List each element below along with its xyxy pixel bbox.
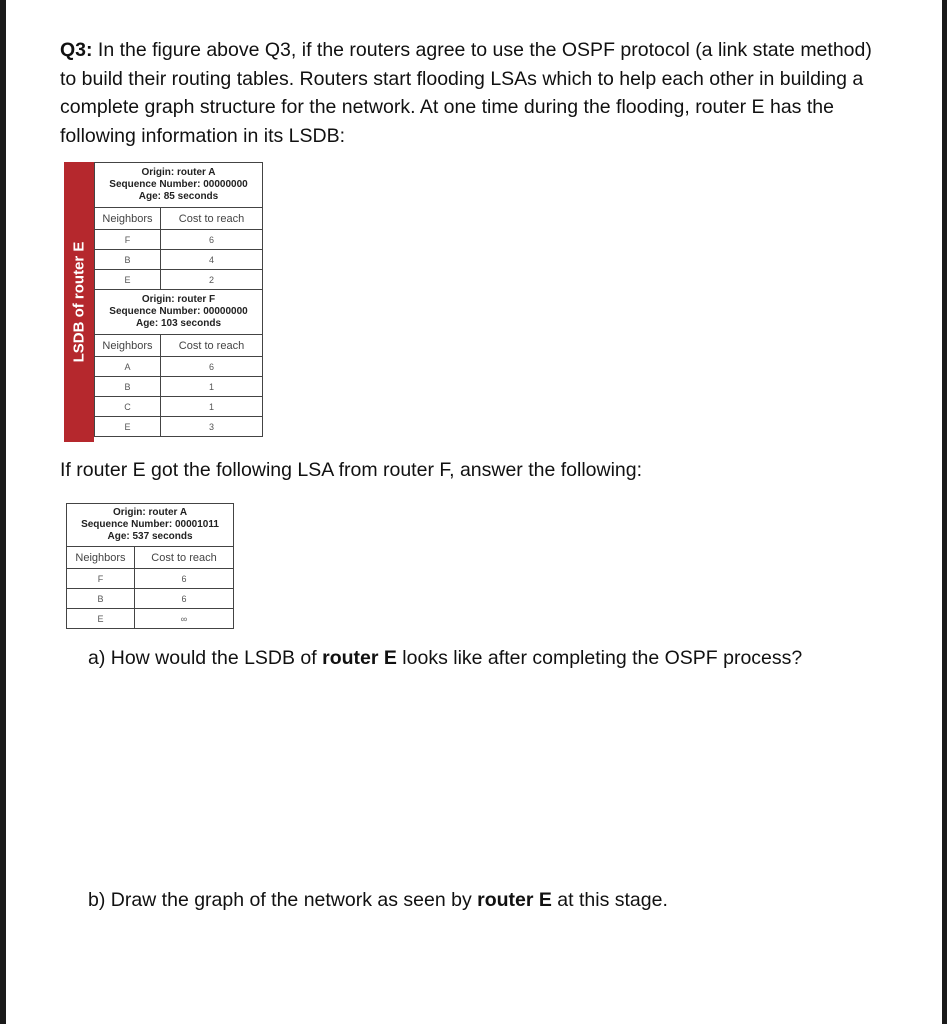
lsa-a-age: Age: 85 seconds xyxy=(138,191,219,202)
cost-cell: 1 xyxy=(161,377,263,397)
neighbor-cell: E xyxy=(67,609,135,629)
column-header-neighbors: Neighbors xyxy=(95,208,161,230)
cost-cell: 1 xyxy=(161,397,263,417)
table-row xyxy=(95,357,263,377)
lsdb-side-bar xyxy=(64,162,94,442)
cost-cell: 6 xyxy=(135,569,234,589)
question-body: In the figure above Q3, if the routers agree to use the OSPF protocol (a link state method) to build their routing tables. Routers start flooding LSAs which to help each other in building a complete graph structure for the network. At one time during the flooding, router E has the following information in its LSDB: xyxy=(60,39,872,147)
cost-cell: 2 xyxy=(161,270,263,290)
new-lsa-header xyxy=(67,504,234,547)
part-a-suffix: looks like after completing the OSPF process? xyxy=(396,647,803,669)
table-row xyxy=(67,609,234,629)
part-a-prefix: a) How would the LSDB of xyxy=(88,647,323,669)
table-row xyxy=(95,417,263,437)
column-header-cost: Cost to reach xyxy=(161,335,263,357)
lsdb-side-label: LSDB of router E xyxy=(70,241,88,363)
question-text xyxy=(60,36,890,150)
lsa-f-age: Age: 103 seconds xyxy=(135,318,222,329)
table-row xyxy=(95,230,263,250)
document-page xyxy=(6,0,942,1024)
new-lsa-table xyxy=(66,503,234,629)
neighbor-cell: F xyxy=(67,569,135,589)
cost-cell: 6 xyxy=(161,357,263,377)
table-row xyxy=(67,589,234,609)
cost-cell: ∞ xyxy=(135,609,234,629)
lsa-f-sequence: Sequence Number: 00000000 xyxy=(109,306,248,317)
lsa-f-origin: Origin: router F xyxy=(141,294,216,305)
lsa-a-sequence: Sequence Number: 00000000 xyxy=(109,179,248,190)
table-row xyxy=(95,270,263,290)
cost-cell: 6 xyxy=(135,589,234,609)
new-lsa-age: Age: 537 seconds xyxy=(107,531,193,542)
lsdb-table xyxy=(94,162,263,437)
lsa-a-header xyxy=(95,163,263,208)
part-b-suffix: at this stage. xyxy=(551,889,668,911)
column-header-cost: Cost to reach xyxy=(135,547,234,569)
table-row xyxy=(95,250,263,270)
table-row xyxy=(95,397,263,417)
part-b-question xyxy=(88,889,668,912)
question-label: Q3: xyxy=(60,39,93,61)
neighbor-cell: B xyxy=(67,589,135,609)
lsa-a-origin: Origin: router A xyxy=(141,167,216,178)
part-a-question xyxy=(88,647,802,670)
cost-cell: 3 xyxy=(161,417,263,437)
lsa-f-header xyxy=(95,290,263,335)
neighbor-cell: B xyxy=(95,377,161,397)
neighbor-cell: E xyxy=(95,270,161,290)
part-b-bold: router E xyxy=(477,889,552,911)
column-header-neighbors: Neighbors xyxy=(67,547,135,569)
cost-cell: 6 xyxy=(161,230,263,250)
neighbor-cell: E xyxy=(95,417,161,437)
cost-cell: 4 xyxy=(161,250,263,270)
table-row xyxy=(67,569,234,589)
neighbor-cell: B xyxy=(95,250,161,270)
column-header-neighbors: Neighbors xyxy=(95,335,161,357)
part-b-prefix: b) Draw the graph of the network as seen by xyxy=(88,889,478,911)
column-header-cost: Cost to reach xyxy=(161,208,263,230)
neighbor-cell: A xyxy=(95,357,161,377)
table-row xyxy=(95,377,263,397)
new-lsa-sequence: Sequence Number: 00001011 xyxy=(81,519,219,530)
new-lsa-origin: Origin: router A xyxy=(112,507,188,518)
neighbor-cell: F xyxy=(95,230,161,250)
part-a-bold: router E xyxy=(322,647,397,669)
middle-text: If router E got the following LSA from router F, answer the following: xyxy=(60,459,643,481)
lsdb-router-e xyxy=(64,162,262,442)
neighbor-cell: C xyxy=(95,397,161,417)
